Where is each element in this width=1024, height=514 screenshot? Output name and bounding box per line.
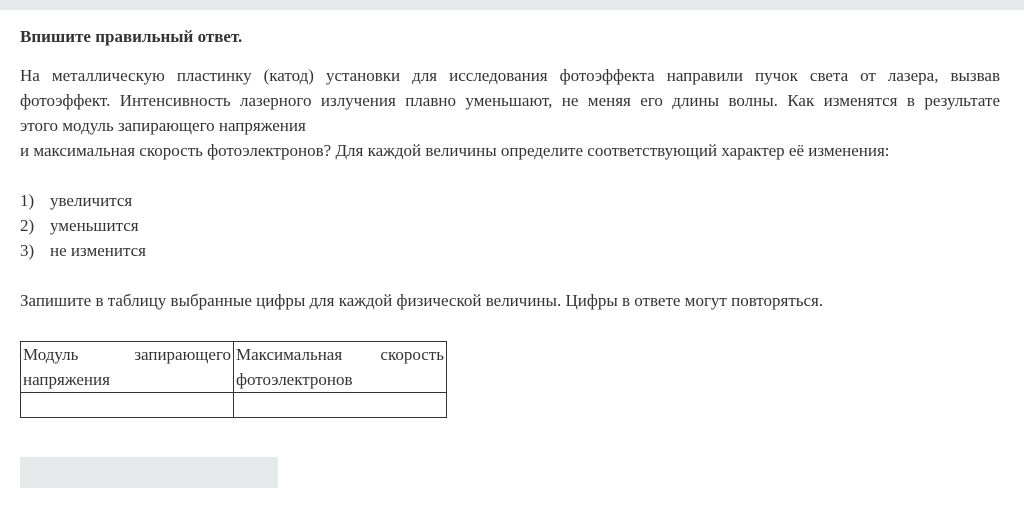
option-item [20,238,1000,263]
option-number: 2) [20,216,35,235]
option-item [20,213,1000,238]
table-instruction: Запишите в таблицу выбранные цифры для каждой физической величины. Цифры в ответе могут повторяться. [20,291,824,310]
answer-table [20,341,447,418]
top-bar [0,0,1024,10]
option-text: увеличится [50,191,133,210]
option-number: 3) [20,241,35,260]
header-line: фотоэлектронов [236,370,353,389]
header-max-speed [234,342,447,393]
task-content [20,24,1000,313]
option-item [20,188,1000,213]
option-text: не изменится [50,241,146,260]
answer-cell-max-speed [234,393,447,418]
answer-options-list [20,188,1000,263]
header-line: напряжения [23,370,110,389]
question-line: На металлическую пластинку (катод) установки для исследования фотоэффекта направили пучок света от лазера, вызвав [20,66,1000,85]
option-text: уменьшится [50,216,139,235]
table-header-row [21,342,447,393]
answer-input[interactable] [20,457,278,488]
question-line: и максимальная скорость фотоэлектронов? Для каждой величины определите соответствующий характер её изменения: [20,141,890,160]
header-line: Модуль запирающего [23,345,231,364]
header-stopping-voltage [21,342,234,393]
table-answer-row [21,393,447,418]
question-line: фотоэффект. Интенсивность лазерного излучения плавно уменьшают, не меняя его длины волны. Как изменятся в результате [20,91,1000,110]
header-line: Максимальная скорость [236,345,444,364]
task-instruction: Впишите правильный ответ. [20,27,243,46]
question-line: этого модуль запирающего напряжения [20,116,306,135]
answer-cell-stopping-voltage [21,393,234,418]
option-number: 1) [20,191,35,210]
question-text [20,63,1000,163]
